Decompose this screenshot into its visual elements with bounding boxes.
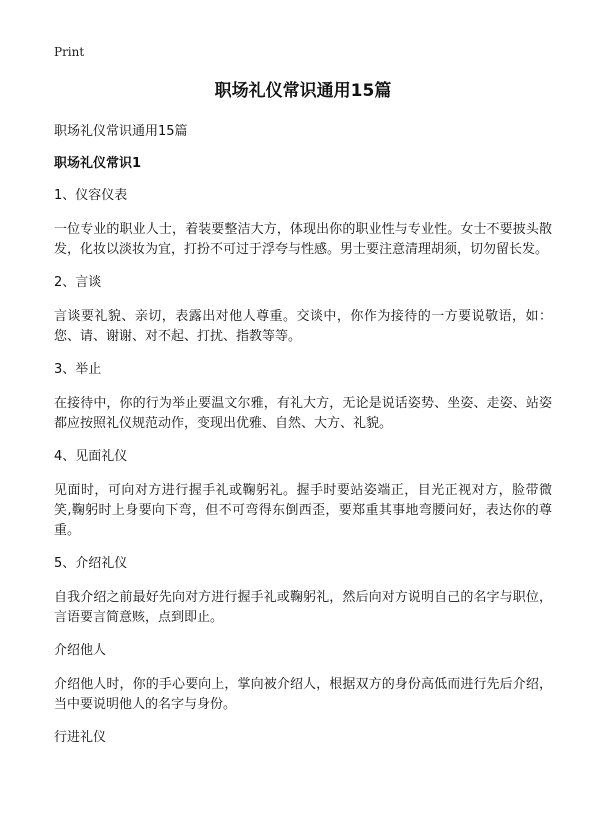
heading-greeting: 4、见面礼仪 [54,449,128,464]
section-title: 职场礼仪常识1 [54,156,142,171]
heading-walking-etiquette: 行进礼仪 [54,730,107,745]
paragraph-introduction: 自我介绍之前最好先向对方进行握手礼或鞠躬礼，然后向对方说明自己的名字与职位，言语要言简意赅，点到即止。 [54,590,552,625]
print-link[interactable]: Print [54,45,85,59]
document-subtitle: 职场礼仪常识通用15篇 [54,124,188,139]
paragraph-greeting: 见面时，可向对方进行握手礼或鞠躬礼。握手时要站姿端正，目光正视对方，脸带微笑,鞠躬时上身要向下弯，但不可弯得东倒西歪，要郑重其事地弯腰问好，表达你的尊重。 [54,483,552,538]
document-title: 职场礼仪常识通用15篇 [214,81,392,101]
heading-speech: 2、言谈 [54,275,102,290]
heading-appearance: 1、仪容仪表 [54,188,128,203]
paragraph-behavior: 在接待中，你的行为举止要温文尔雅，有礼大方，无论是说话姿势、坐姿、走姿、站姿都应按照礼仪规范动作，变现出优雅、自然、大方、礼貌。 [54,396,552,431]
heading-introduction: 5、介绍礼仪 [54,556,128,571]
paragraph-introduce-others: 介绍他人时，你的手心要向上，掌向被介绍人，根据双方的身份高低而进行先后介绍，当中要说明他人的名字与身份。 [54,677,552,712]
heading-introduce-others: 介绍他人 [54,643,107,658]
paragraph-appearance: 一位专业的职业人士，着装要整洁大方，体现出你的职业性与专业性。女士不要披头散发，化妆以淡妆为宜，打扮不可过于浮夸与性感。男士要注意清理胡须，切勿留长发。 [54,222,552,257]
paragraph-speech: 言谈要礼貌、亲切，表露出对他人尊重。交谈中，你作为接待的一方要说敬语，如：您、请、谢谢、对不起、打扰、指教等等。 [54,309,552,344]
heading-behavior: 3、举止 [54,362,102,377]
